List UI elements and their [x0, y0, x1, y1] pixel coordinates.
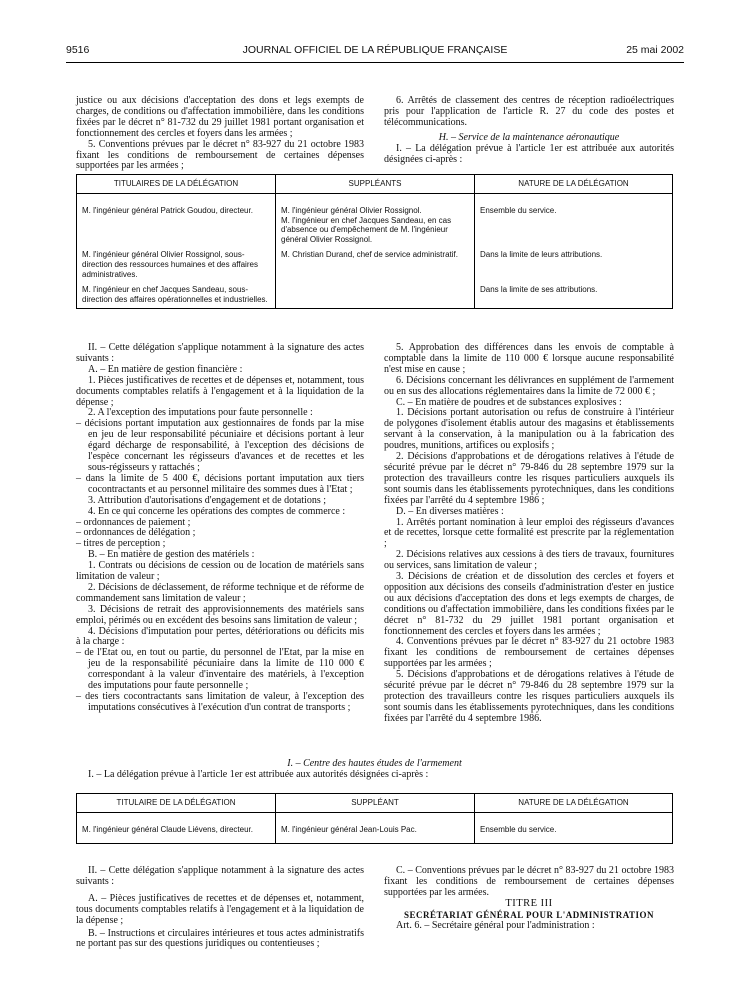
table-cell — [276, 194, 475, 249]
delegation-table-i — [76, 793, 673, 844]
section-i — [76, 759, 673, 781]
paragraph: 6. Décisions concernant les délivrances en supplément de l'armement ou en sus des allocations réglementaires dans la limite de 72 000 € ; — [384, 374, 674, 397]
paragraph: 5. Conventions prévues par le décret n° 83-927 du 21 octobre 1983 fixant les conditions de remboursement de certaines dépenses supportées par les armées ; — [76, 138, 364, 172]
paragraph: 2. Décisions relatives aux cessions à des tiers de travaux, fournitures ou services, sans limitation de valeur ; — [384, 549, 674, 572]
table-cell — [276, 248, 475, 283]
paragraph: 1. Pièces justificatives de recettes et de dépenses et, notamment, tous documents comptables relatifs à l'engagement et à la liquidation de la dépense ; — [76, 374, 364, 408]
paragraph: A. – Pièces justificatives de recettes et de dépenses et, notamment, tous documents comptables relatifs à l'engagement et à la liquidation de la dépense ; — [76, 892, 364, 926]
page-number: 9516 — [66, 44, 90, 56]
paragraph: 3. Attribution d'autorisations d'engagement et de dotations ; — [88, 494, 327, 506]
list-item: – de l'Etat ou, en tout ou partie, du personnel de l'Etat, par la mise en jeu de la responsabilité pécuniaire dans la limite de 110 000 € correspondant à la valeur d'inventaire des matériels, à l'exception des imputations pour faute personnelle ; — [76, 647, 364, 692]
paragraph: 4. En ce qui concerne les opérations des comptes de commerce : — [88, 505, 346, 517]
secretariat-heading: SECRÉTARIAT GÉNÉRAL POUR L'ADMINISTRATION — [403, 909, 655, 920]
suppleant-entry: M. l'ingénieur général Olivier Rossignol. — [281, 206, 422, 215]
delegation-table-h — [76, 174, 673, 309]
section-heading: I. – Centre des hautes études de l'armement — [287, 758, 462, 769]
table-cell: M. l'ingénieur général Olivier Rossignol, sous-direction des ressources humaines et des affaires administratives. — [77, 248, 276, 283]
paragraph: 1. Décisions portant autorisation ou refus de construire à l'intérieur de polygones d'isolement établis autour des magasins et établissements servant à la conservation, à la manipulation ou à la fabrication des poudres, munitions, artifices ou explosifs ; — [384, 407, 674, 452]
paragraph: 3. Décisions de création et de dissolution des cercles et foyers et opposition aux décisions des conseils d'administration d'ester en justice ou aux décisions d'acceptation des dons et legs exempts de charges, de conditions ou d'affectation immobilière, dans les conditions fixées par le décret n° 81-732 du 29 juillet 1981 portant organisation et fonctionnement des cercles et foyers dans les armées ; — [384, 571, 674, 637]
paragraph: 5. Approbation des différences dans les envois de comptable à comptable dans la limite de 110 000 € lorsque aucune responsabilité n'est mise en cause ; — [384, 342, 674, 375]
paragraph: II. – Cette délégation s'applique notamment à la signature des actes suivants : — [76, 865, 364, 887]
table-cell: Ensemble du service. — [475, 194, 673, 249]
paragraph: B. – Instructions et circulaires intérieures et tous actes administratifs ne portant pas sur des questions juridiques ou contentieuses ; — [76, 927, 364, 950]
paragraph: 3. Décisions de retrait des approvisionnements des matériels sans emploi, périmés ou en excédent des besoins sans limitation de valeur ; — [76, 603, 364, 626]
paragraph: 1. Arrêtés portant nomination à leur emploi des régisseurs d'avances et de recettes, lorsque cette formalité est prescrite par la réglementation ; — [384, 516, 674, 550]
paragraph: 2. Décisions de déclassement, de réforme technique et de réforme de commandement sans limitation de valeur ; — [76, 581, 364, 604]
paragraph: 5. Décisions d'approbations et de dérogations relatives à l'étude de sécurité prévue par le décret n° 79-846 du 28 septembre 1979 sur la protection des travailleurs contre les risques particuliers auxquels ils sont soumis dans les établissements pyrotechniques, dans les conditions fixées par l'arrêté du 4 septembre 1986. — [384, 669, 674, 724]
list-item: – ordonnances de délégation ; — [76, 527, 196, 539]
journal-title: JOURNAL OFFICIEL DE LA RÉPUBLIQUE FRANÇAISE — [242, 44, 508, 56]
table-row — [77, 194, 673, 249]
column-header: SUPPLÉANT — [276, 794, 475, 813]
paragraph: C. – Conventions prévues par le décret n° 83-927 du 21 octobre 1983 fixant les conditions de remboursement de certaines dépenses supportées par les armées. — [384, 865, 674, 898]
header-rule — [66, 62, 684, 63]
paragraph: 4. Décisions d'imputation pour pertes, détériorations ou déficits mis à la charge : — [76, 625, 364, 648]
paragraph: D. – En diverses matières : — [396, 505, 504, 517]
paragraph: justice ou aux décisions d'acceptation des dons et legs exempts de charges, de conditions ou d'affectation immobilière, dans les conditions fixées par le décret n° 81-732 du 29 juillet 1981 portant organisation et fonctionnement des cercles et foyers dans les armées ; — [76, 95, 364, 139]
paragraph: C. – En matière de poudres et de substances explosives : — [396, 396, 622, 408]
column-header: NATURE DE LA DÉLÉGATION — [475, 794, 673, 813]
table-cell: M. l'ingénieur en chef Jacques Sandeau, sous-direction des affaires opérationnelles et industrielles. — [77, 283, 276, 309]
section-heading: H. – Service de la maintenance aéronautique — [438, 131, 620, 143]
list-item: – décisions portant imputation aux gestionnaires de fonds par la mise en jeu de leur responsabilité pécuniaire et décisions portant à leur égard décharge de responsabilité, à l'exception des décisions de l'espèce concernant les régisseurs d'avances et de recettes et les sous-régisseurs y rattachés ; — [76, 418, 364, 473]
suppleant-entry: M. Christian Durand, chef de service administratif. — [281, 250, 458, 260]
paragraph: 2. Décisions d'approbations et de dérogations relatives à l'étude de sécurité prévue par le décret n° 79-846 du 28 septembre 1979 sur la protection des travailleurs contre les risques particuliers auxquels ils sont soumis dans les établissements pyrotechniques, dans les conditions fixées par l'arrêté du 4 septembre 1986 ; — [384, 451, 674, 506]
paragraph: 1. Contrats ou décisions de cession ou de location de matériels sans limitation de valeur ; — [76, 560, 364, 583]
paragraph: I. – La délégation prévue à l'article 1er est attribuée aux autorités désignées ci-après : — [384, 142, 674, 165]
paragraph: I. – La délégation prévue à l'article 1er est attribuée aux autorités désignées ci-après : — [88, 768, 429, 780]
column-header: TITULAIRES DE LA DÉLÉGATION — [77, 175, 276, 194]
column-header: NATURE DE LA DÉLÉGATION — [475, 175, 673, 194]
top-left-column — [76, 96, 364, 172]
suppleant-entry: M. l'ingénieur en chef Jacques Sandeau, en cas d'absence ou d'empêchement de M. l'ingénieur général Olivier Rossignol. — [281, 215, 452, 244]
table-row — [77, 813, 673, 844]
table-cell: M. l'ingénieur général Jean-Louis Pac. — [276, 813, 475, 844]
table-cell: M. l'ingénieur général Patrick Goudou, directeur. — [77, 194, 276, 249]
table-cell: Dans la limite de ses attributions. — [475, 283, 673, 309]
table-cell — [276, 283, 475, 309]
list-item: – des tiers cocontractants sans limitation de valeur, à l'exception des imputations consécutives à l'exécution d'un contrat de transports ; — [76, 691, 364, 713]
article-6: Art. 6. – Secrétaire général pour l'administration : — [396, 919, 595, 931]
list-item: – titres de perception ; — [76, 538, 166, 550]
bottom-right-column — [384, 866, 674, 931]
paragraph: 6. Arrêtés de classement des centres de réception radioélectriques pris pour l'application de l'article R. 27 du code des postes et télécommunications. — [384, 95, 674, 128]
mid-left-column — [76, 343, 364, 714]
paragraph: 2. A l'exception des imputations pour faute personnelle : — [88, 407, 313, 419]
column-header: SUPPLÉANTS — [276, 175, 475, 194]
mid-right-column — [384, 343, 674, 725]
table-row — [77, 248, 673, 283]
bottom-left-column — [76, 866, 364, 950]
paragraph: B. – En matière de gestion des matériels : — [88, 549, 255, 561]
table-cell: Ensemble du service. — [475, 813, 673, 844]
paragraph: 4. Conventions prévues par le décret n° 83-927 du 21 octobre 1983 fixant les conditions de remboursement de certaines dépenses supportées par les armées ; — [384, 636, 674, 670]
page-header — [66, 44, 684, 58]
titre-heading: TITRE III — [505, 897, 553, 909]
top-right-column — [384, 96, 674, 165]
column-header: TITULAIRE DE LA DÉLÉGATION — [77, 794, 276, 813]
issue-date: 25 mai 2002 — [626, 44, 684, 56]
list-item: – dans la limite de 5 400 €, décisions portant imputation aux tiers cocontractants et au personnel militaire des sommes dues à l'Etat ; — [76, 472, 364, 495]
table-cell: M. l'ingénieur général Claude Liévens, directeur. — [77, 813, 276, 844]
paragraph: A. – En matière de gestion financière : — [88, 363, 243, 375]
list-item: – ordonnances de paiement ; — [76, 516, 191, 528]
table-row — [77, 283, 673, 309]
paragraph: II. – Cette délégation s'applique notamment à la signature des actes suivants : — [76, 342, 364, 364]
table-cell: Dans la limite de leurs attributions. — [475, 248, 673, 283]
